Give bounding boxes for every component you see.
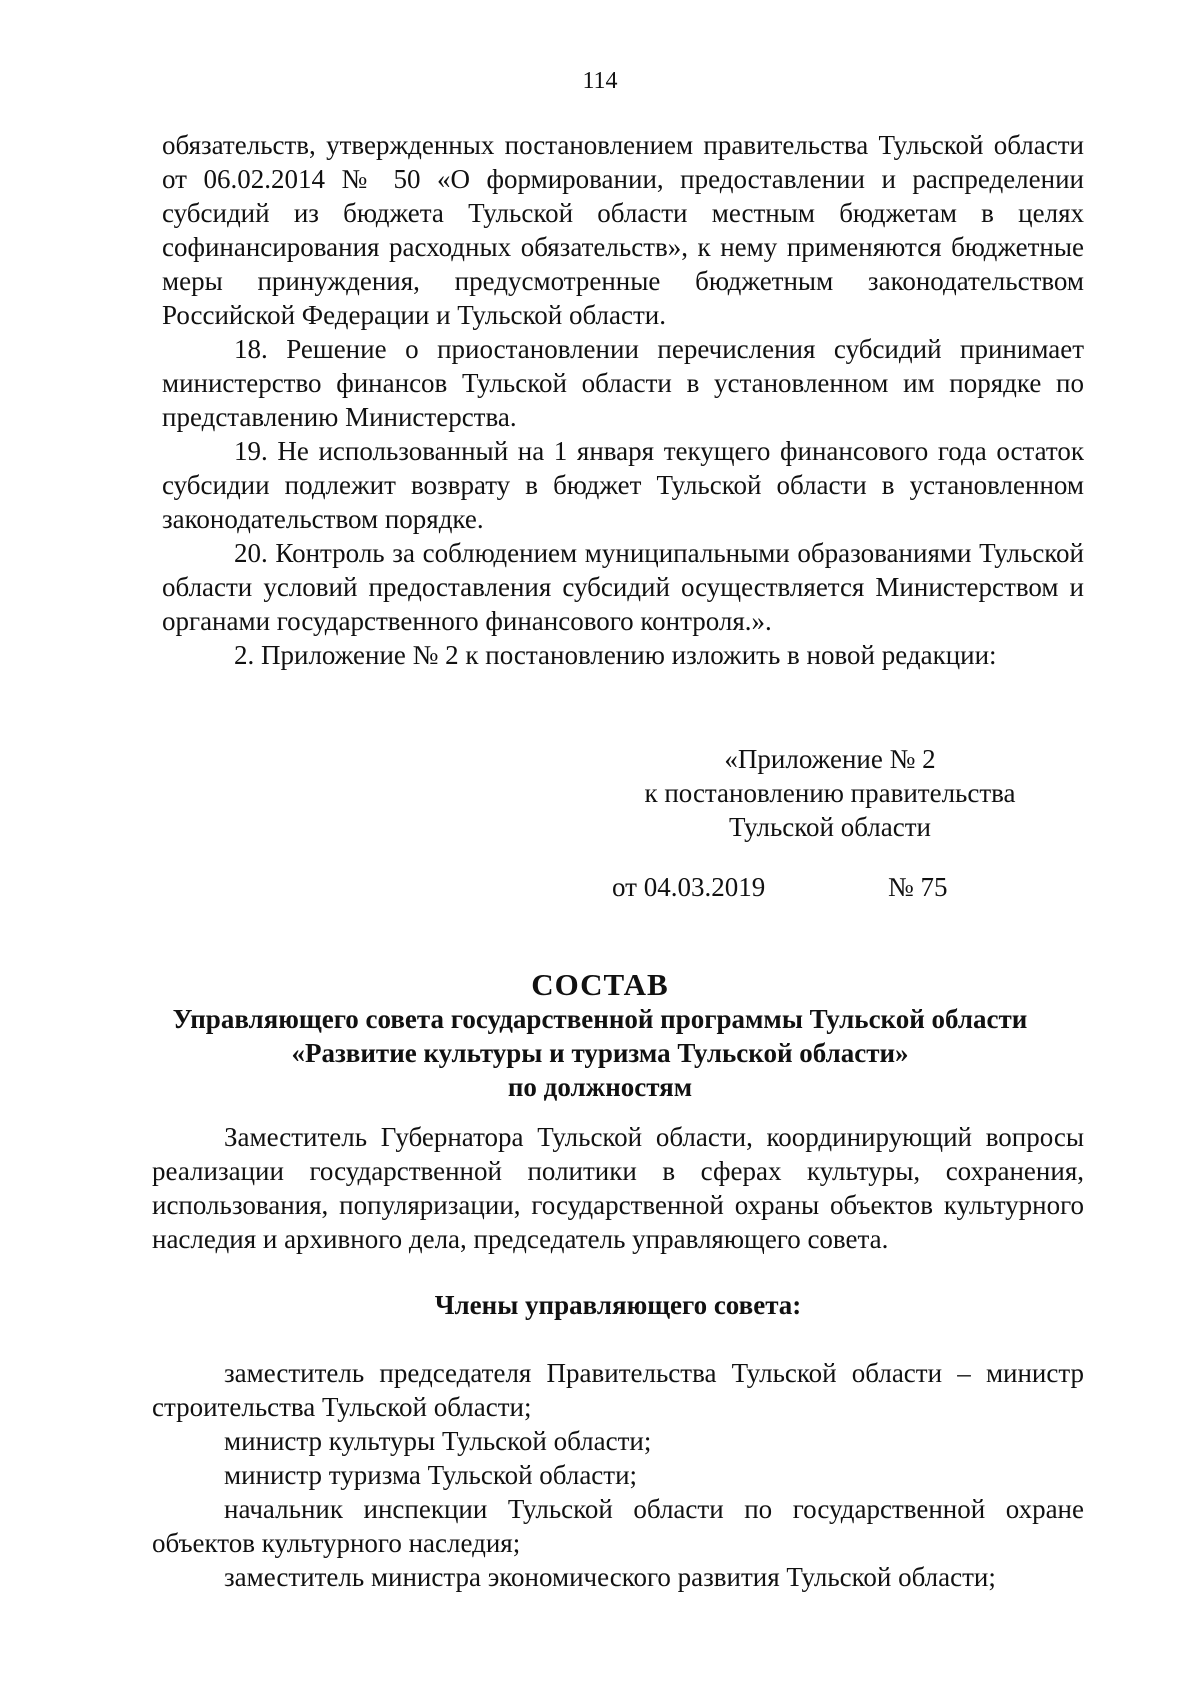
member-item: министр культуры Тульской области; <box>224 1426 652 1456</box>
council-composition <box>152 1120 1084 1594</box>
appendix-line-1: «Приложение № 2 <box>724 744 936 774</box>
appendix-line-2: к постановлению правительства <box>644 778 1016 808</box>
member-item: министр туризма Тульской области; <box>224 1460 638 1490</box>
appendix-date-line <box>612 872 948 903</box>
section-heading <box>130 968 1070 1104</box>
appendix-date: от 04.03.2019 <box>612 872 766 902</box>
member-item: начальник инспекции Тульской области по государственной охране объектов культурного наследия; <box>152 1494 1084 1558</box>
body-text <box>162 128 1084 672</box>
heading-line-3: «Развитие культуры и туризма Тульской области» <box>291 1038 909 1068</box>
chairman-paragraph: Заместитель Губернатора Тульской области, координирующий вопросы реализации государственной политики в сферах культуры, сохранения, использования, популяризации, государственной охраны объектов культурного наследия и архивного дела, председатель управляющего совета. <box>152 1122 1084 1254</box>
members-title: Члены управляющего совета: <box>434 1290 802 1320</box>
heading-line-2: Управляющего совета государственной программы Тульской области <box>172 1004 1028 1034</box>
heading-title: СОСТАВ <box>531 967 669 1002</box>
paragraph-19: 19. Не использованный на 1 января текущего финансового года остаток субсидии подлежит возврату в бюджет Тульской области в установленном законодательством порядке. <box>162 436 1084 534</box>
paragraph-item-2: 2. Приложение № 2 к постановлению изложить в новой редакции: <box>234 640 997 670</box>
paragraph-18: 18. Решение о приостановлении перечисления субсидий принимает министерство финансов Тульской области в установленном им порядке по представлению Министерства. <box>162 334 1084 432</box>
appendix-reference <box>620 742 1040 844</box>
member-item: заместитель министра экономического развития Тульской области; <box>224 1562 996 1592</box>
paragraph-continuation: обязательств, утвержденных постановлением правительства Тульской области от 06.02.2014 № 50 «О формировании, предоставлении и распределении субсидий из бюджета Тульской области местным бюджетам в целях софинансирования расходных обязательств», к нему применяются бюджетные меры принуждения, предусмотренные бюджетным законодательством Российской Федерации и Тульской области. <box>162 130 1084 330</box>
member-item: заместитель председателя Правительства Тульской области – министр строительства Тульской области; <box>152 1358 1084 1422</box>
paragraph-20: 20. Контроль за соблюдением муниципальными образованиями Тульской области условий предоставления субсидий осуществляется Министерством и органами государственного финансового контроля.». <box>162 538 1084 636</box>
page-number: 114 <box>582 68 618 94</box>
heading-line-4: по должностям <box>507 1072 693 1102</box>
appendix-line-3: Тульской области <box>729 812 931 842</box>
appendix-number: № 75 <box>888 872 948 902</box>
